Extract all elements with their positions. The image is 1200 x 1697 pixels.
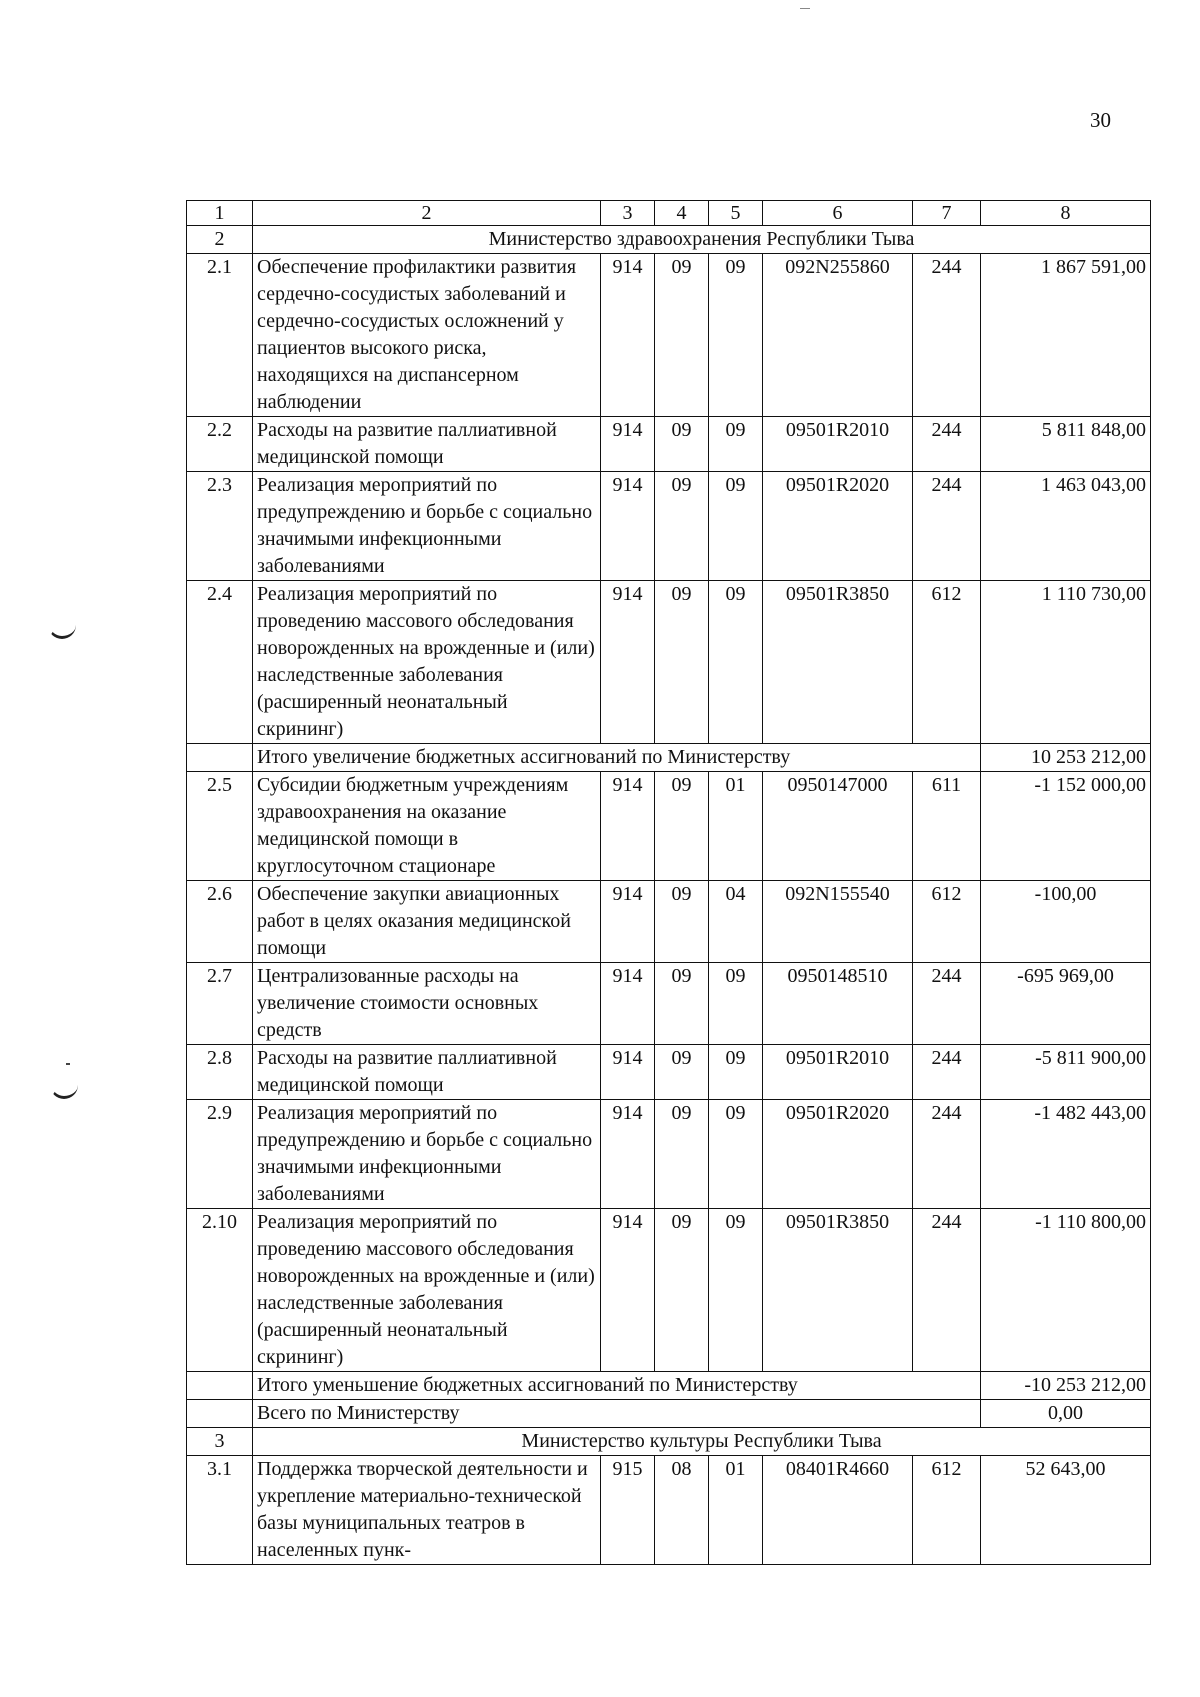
table-row (187, 1209, 1151, 1372)
header-cell: 6 (763, 201, 913, 226)
row-amount: -5 811 900,00 (981, 1045, 1151, 1100)
table-row (187, 1456, 1151, 1565)
row-ministry-code: 914 (601, 1209, 655, 1372)
header-cell: 8 (981, 201, 1151, 226)
scan-mark (50, 1082, 78, 1099)
section-number: 2 (187, 226, 253, 254)
row-ministry-code: 914 (601, 581, 655, 744)
header-cell: 5 (709, 201, 763, 226)
row-target-article: 09501R2010 (763, 1045, 913, 1100)
row-number: 2.4 (187, 581, 253, 744)
empty-cell (187, 1400, 253, 1428)
empty-cell (187, 1372, 253, 1400)
row-description: Расходы на развитие паллиативной медицинской помощи (253, 1045, 601, 1100)
table-row (187, 417, 1151, 472)
row-number: 2.1 (187, 254, 253, 417)
row-ministry-code: 914 (601, 1100, 655, 1209)
row-subsection-code: 09 (709, 254, 763, 417)
row-expense-type: 244 (913, 1100, 981, 1209)
section-row (187, 1428, 1151, 1456)
row-amount: -100,00 (981, 881, 1151, 963)
row-subsection-code: 09 (709, 581, 763, 744)
row-ministry-code: 914 (601, 881, 655, 963)
subtotal-row (187, 1372, 1151, 1400)
row-section-code: 08 (655, 1456, 709, 1565)
row-number: 3.1 (187, 1456, 253, 1565)
row-subsection-code: 09 (709, 472, 763, 581)
increase-total-label: Итого увеличение бюджетных ассигнований по Министерству (253, 744, 981, 772)
row-expense-type: 244 (913, 472, 981, 581)
row-expense-type: 612 (913, 881, 981, 963)
row-section-code: 09 (655, 1045, 709, 1100)
row-target-article: 0950148510 (763, 963, 913, 1045)
row-expense-type: 244 (913, 963, 981, 1045)
row-expense-type: 244 (913, 417, 981, 472)
row-number: 2.2 (187, 417, 253, 472)
row-subsection-code: 01 (709, 1456, 763, 1565)
row-description: Централизованные расходы на увеличение стоимости основных средств (253, 963, 601, 1045)
row-description: Реализация мероприятий по проведению массового обследования новорожденных на врожденные и (или) наследственные заболевания (расширенный неонатальный скрининг) (253, 1209, 601, 1372)
header-cell: 4 (655, 201, 709, 226)
row-amount: -1 152 000,00 (981, 772, 1151, 881)
row-amount: 1 463 043,00 (981, 472, 1151, 581)
row-section-code: 09 (655, 254, 709, 417)
row-number: 2.7 (187, 963, 253, 1045)
row-expense-type: 244 (913, 1045, 981, 1100)
row-description: Обеспечение профилактики развития сердечно-сосудистых заболеваний и сердечно-сосудистых осложнений у пациентов высокого риска, находящихся на диспансерном наблюдении (253, 254, 601, 417)
increase-total-value: 10 253 212,00 (981, 744, 1151, 772)
row-description: Субсидии бюджетным учреждениям здравоохранения на оказание медицинской помощи в круглосуточном стационаре (253, 772, 601, 881)
row-section-code: 09 (655, 881, 709, 963)
decrease-total-label: Итого уменьшение бюджетных ассигнований по Министерству (253, 1372, 981, 1400)
row-amount: -695 969,00 (981, 963, 1151, 1045)
row-section-code: 09 (655, 472, 709, 581)
row-target-article: 09501R3850 (763, 1209, 913, 1372)
page-number: 30 (1090, 108, 1111, 132)
row-target-article: 09501R2020 (763, 1100, 913, 1209)
row-target-article: 09501R3850 (763, 581, 913, 744)
total-row (187, 1400, 1151, 1428)
row-subsection-code: 09 (709, 1209, 763, 1372)
header-cell: 2 (253, 201, 601, 226)
table-row (187, 581, 1151, 744)
table-header-row (187, 201, 1151, 226)
row-expense-type: 611 (913, 772, 981, 881)
row-description: Поддержка творческой деятельности и укрепление материально-технической базы муниципальных театров в населенных пунк- (253, 1456, 601, 1565)
row-subsection-code: 09 (709, 1045, 763, 1100)
row-ministry-code: 914 (601, 1045, 655, 1100)
row-section-code: 09 (655, 581, 709, 744)
section-title: Министерство культуры Республики Тыва (253, 1428, 1151, 1456)
row-target-article: 0950147000 (763, 772, 913, 881)
row-subsection-code: 09 (709, 1100, 763, 1209)
ministry-total-value: 0,00 (981, 1400, 1151, 1428)
row-section-code: 09 (655, 1209, 709, 1372)
row-amount: 1 867 591,00 (981, 254, 1151, 417)
row-section-code: 09 (655, 1100, 709, 1209)
row-ministry-code: 914 (601, 254, 655, 417)
scan-dot (800, 8, 810, 9)
row-ministry-code: 914 (601, 963, 655, 1045)
row-target-article: 08401R4660 (763, 1456, 913, 1565)
section-title: Министерство здравоохранения Республики Тыва (253, 226, 1151, 254)
row-description: Реализация мероприятий по предупреждению и борьбе с социально значимыми инфекционными заболеваниями (253, 472, 601, 581)
row-number: 2.9 (187, 1100, 253, 1209)
header-cell: 1 (187, 201, 253, 226)
row-number: 2.5 (187, 772, 253, 881)
row-ministry-code: 915 (601, 1456, 655, 1565)
row-expense-type: 612 (913, 581, 981, 744)
row-amount: 5 811 848,00 (981, 417, 1151, 472)
row-description: Реализация мероприятий по предупреждению и борьбе с социально значимыми инфекционными заболеваниями (253, 1100, 601, 1209)
row-target-article: 092N255860 (763, 254, 913, 417)
row-amount: -1 110 800,00 (981, 1209, 1151, 1372)
row-subsection-code: 09 (709, 963, 763, 1045)
row-section-code: 09 (655, 963, 709, 1045)
row-target-article: 09501R2020 (763, 472, 913, 581)
row-number: 2.8 (187, 1045, 253, 1100)
decrease-total-value: -10 253 212,00 (981, 1372, 1151, 1400)
row-description: Обеспечение закупки авиационных работ в целях оказания медицинской помощи (253, 881, 601, 963)
budget-table (186, 200, 1151, 1565)
row-expense-type: 244 (913, 254, 981, 417)
row-description: Реализация мероприятий по проведению массового обследования новорожденных на врожденные и (или) наследственные заболевания (расширенный неонатальный скрининг) (253, 581, 601, 744)
row-target-article: 09501R2010 (763, 417, 913, 472)
row-amount: -1 482 443,00 (981, 1100, 1151, 1209)
table-row (187, 963, 1151, 1045)
row-subsection-code: 04 (709, 881, 763, 963)
scan-mark (48, 622, 76, 639)
row-number: 2.10 (187, 1209, 253, 1372)
table-row (187, 1100, 1151, 1209)
table-row (187, 1045, 1151, 1100)
row-amount: 52 643,00 (981, 1456, 1151, 1565)
row-ministry-code: 914 (601, 472, 655, 581)
subtotal-row (187, 744, 1151, 772)
row-target-article: 092N155540 (763, 881, 913, 963)
row-section-code: 09 (655, 417, 709, 472)
row-description: Расходы на развитие паллиативной медицинской помощи (253, 417, 601, 472)
ministry-total-label: Всего по Министерству (253, 1400, 981, 1428)
header-cell: 3 (601, 201, 655, 226)
row-subsection-code: 09 (709, 417, 763, 472)
scan-dot (66, 1063, 70, 1065)
row-expense-type: 612 (913, 1456, 981, 1565)
row-subsection-code: 01 (709, 772, 763, 881)
table-row (187, 472, 1151, 581)
row-expense-type: 244 (913, 1209, 981, 1372)
section-row (187, 226, 1151, 254)
row-ministry-code: 914 (601, 417, 655, 472)
row-section-code: 09 (655, 772, 709, 881)
row-number: 2.6 (187, 881, 253, 963)
header-cell: 7 (913, 201, 981, 226)
table-row (187, 254, 1151, 417)
table-row (187, 772, 1151, 881)
empty-cell (187, 744, 253, 772)
section-number: 3 (187, 1428, 253, 1456)
row-number: 2.3 (187, 472, 253, 581)
row-ministry-code: 914 (601, 772, 655, 881)
table-row (187, 881, 1151, 963)
row-amount: 1 110 730,00 (981, 581, 1151, 744)
